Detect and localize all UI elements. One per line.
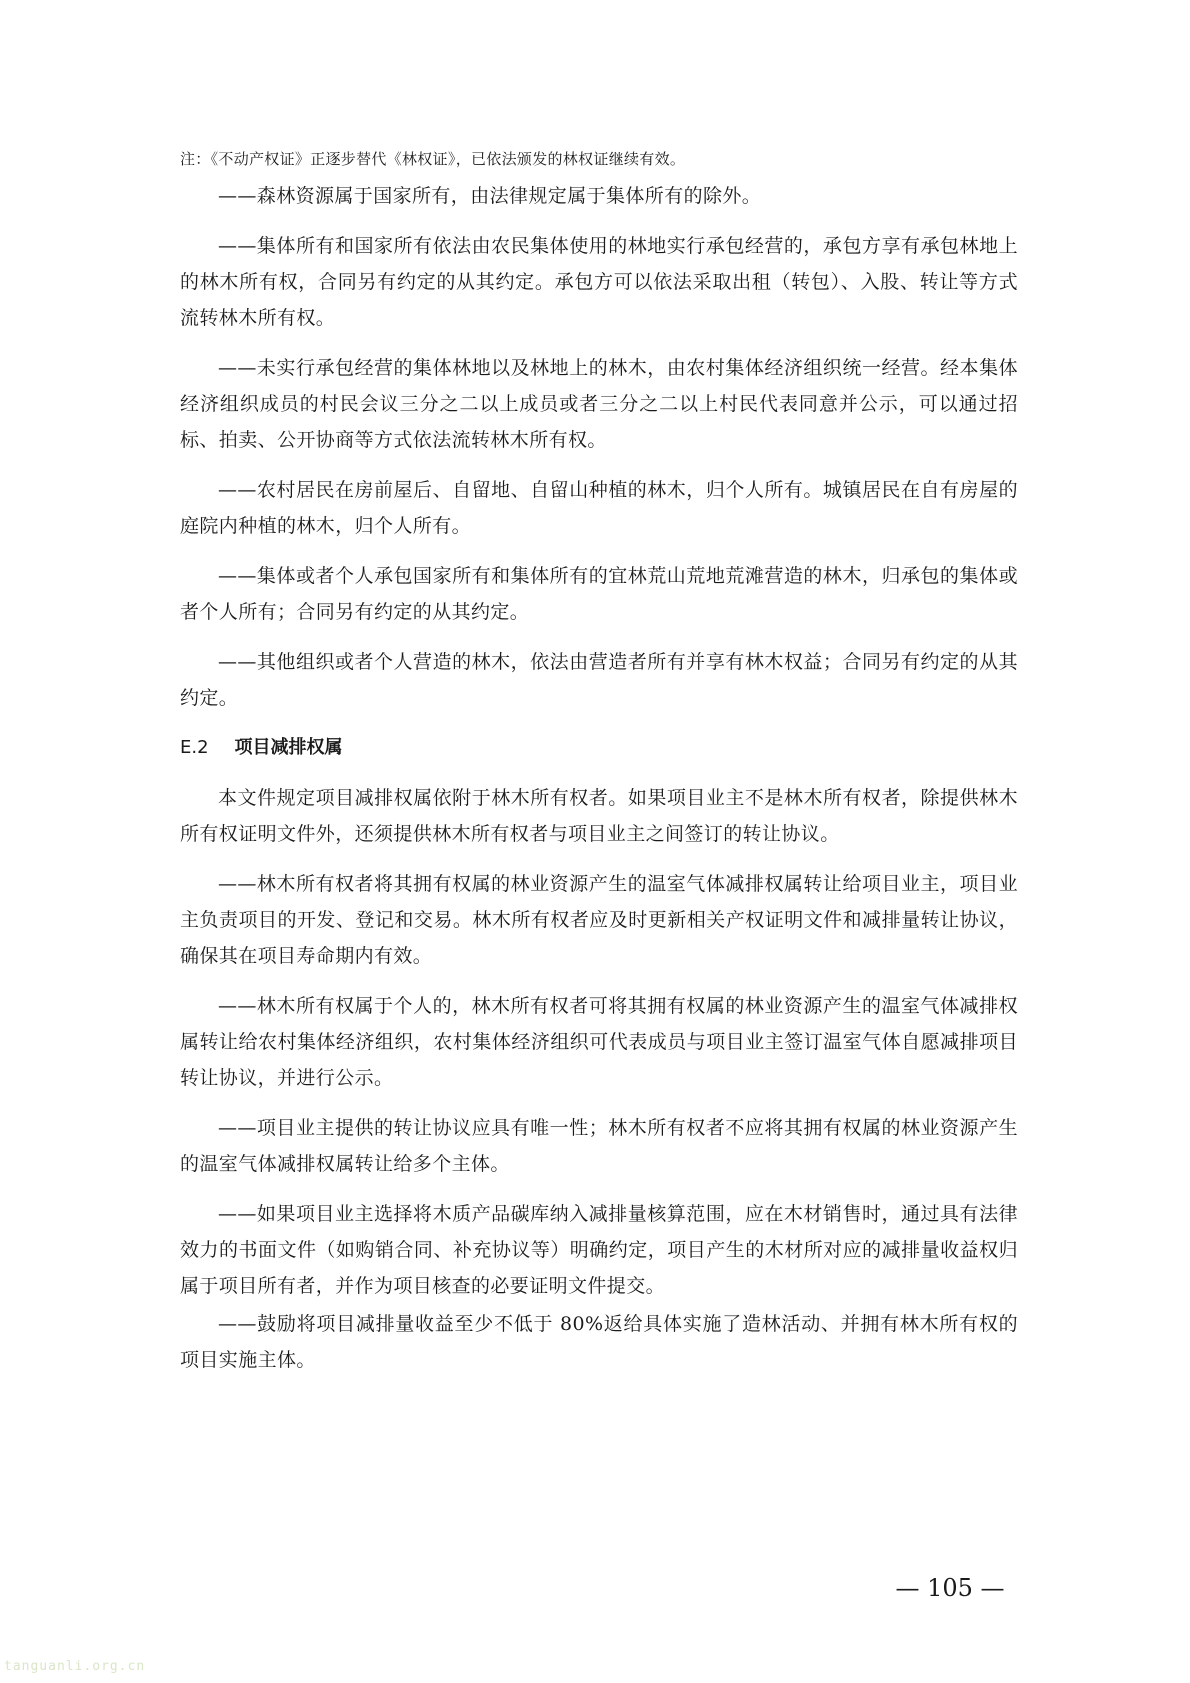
section-number: E.2 (180, 737, 209, 758)
paragraph: ——林木所有权属于个人的，林木所有权者可将其拥有权属的林业资源产生的温室气体减排权属转让给农村集体经济组织，农村集体经济组织可代表成员与项目业主签订温室气体自愿减排项目转让协议，并进行公示。 (180, 995, 1018, 1089)
paragraph: ——农村居民在房前屋后、自留地、自留山种植的林木，归个人所有。城镇居民在自有房屋的庭院内种植的林木，归个人所有。 (180, 479, 1018, 537)
paragraph: ——其他组织或者个人营造的林木，依法由营造者所有并享有林木权益；合同另有约定的从其约定。 (180, 651, 1018, 709)
watermark: tanguanli.org.cn (4, 1659, 146, 1674)
paragraph: 本文件规定项目减排权属依附于林木所有权者。如果项目业主不是林木所有权者，除提供林木所有权证明文件外，还须提供林木所有权者与项目业主之间签订的转让协议。 (180, 787, 1018, 845)
paragraph: ——如果项目业主选择将木质产品碳库纳入减排量核算范围，应在木材销售时，通过具有法律效力的书面文件（如购销合同、补充协议等）明确约定，项目产生的木材所对应的减排量收益权归属于项目所有者，并作为项目核查的必要证明文件提交。 (180, 1203, 1018, 1297)
page-number: — 105 — (895, 1574, 1005, 1602)
footnote: 注：《不动产权证》正逐步替代《林权证》，已依法颁发的林权证继续有效。 (180, 150, 686, 168)
section-title: 项目减排权属 (234, 737, 343, 758)
paragraph: ——项目业主提供的转让协议应具有唯一性；林木所有权者不应将其拥有权属的林业资源产生的温室气体减排权属转让给多个主体。 (180, 1117, 1018, 1175)
paragraph: ——未实行承包经营的集体林地以及林地上的林木，由农村集体经济组织统一经营。经本集体经济组织成员的村民会议三分之二以上成员或者三分之二以上村民代表同意并公示，可以通过招标、拍卖、公开协商等方式依法流转林木所有权。 (180, 357, 1018, 451)
paragraph: ——森林资源属于国家所有，由法律规定属于集体所有的除外。 (218, 185, 762, 207)
paragraph: ——集体或者个人承包国家所有和集体所有的宜林荒山荒地荒滩营造的林木，归承包的集体或者个人所有；合同另有约定的从其约定。 (180, 565, 1018, 623)
paragraph: ——林木所有权者将其拥有权属的林业资源产生的温室气体减排权属转让给项目业主，项目业主负责项目的开发、登记和交易。林木所有权者应及时更新相关产权证明文件和减排量转让协议，确保其在项目寿命期内有效。 (180, 873, 1018, 967)
main-content (180, 178, 1018, 1392)
paragraph: ——鼓励将项目减排量收益至少不低于 80%返给具体实施了造林活动、并拥有林木所有权的项目实施主体。 (180, 1313, 1018, 1371)
paragraph: ——集体所有和国家所有依法由农民集体使用的林地实行承包经营的，承包方享有承包林地上的林木所有权，合同另有约定的从其约定。承包方可以依法采取出租（转包）、入股、转让等方式流转林木所有权。 (180, 235, 1018, 329)
section-heading (180, 730, 1018, 766)
